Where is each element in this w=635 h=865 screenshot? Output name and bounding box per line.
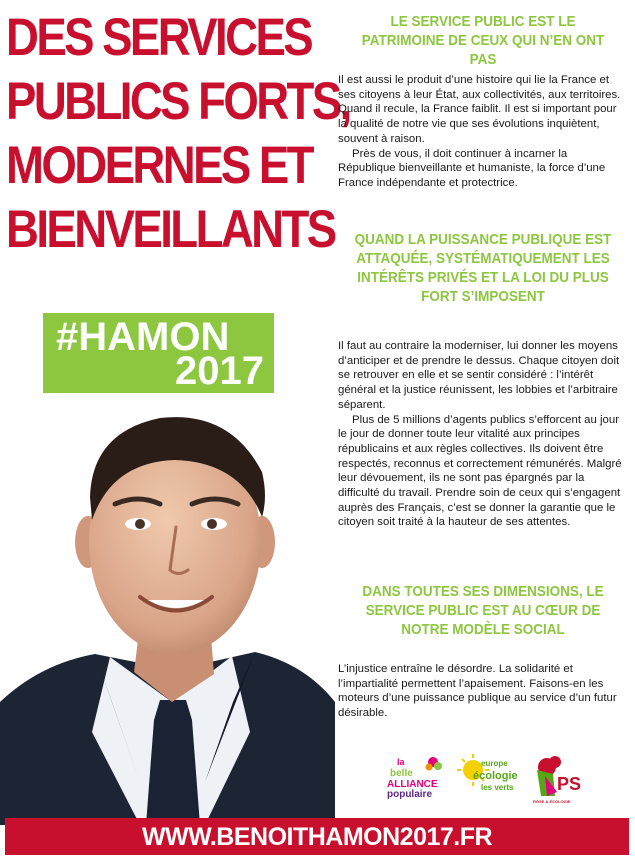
- alliance-la: la: [397, 757, 405, 767]
- headline-line: DES SERVICES: [6, 8, 312, 67]
- section-3-paragraph: L’injustice entraîne le désordre. La solidarité et l’impartialité permettent l’apaisement. Faisons-en les moteurs d’une puissance publique au service d’un futur désirable.: [338, 663, 617, 720]
- eelv-logo: [457, 754, 518, 792]
- logos-illustration: [385, 752, 635, 808]
- section-1-paragraph: Il est aussi le produit d’une histoire qui lie la France et ses citoyens à leur État, aux collectivités, aux territoires. Quand il recule, la France faiblit. Il est si important pour la qualité de notre vie que ses évolutions inquiètent, souvent à raison.: [338, 74, 621, 145]
- headline-line: PUBLICS FORTS,: [6, 72, 350, 131]
- ps-label: PS: [557, 774, 582, 794]
- headline-line: MODERNES ET: [6, 136, 312, 195]
- hashtag-badge: [43, 313, 274, 393]
- section-2-paragraph: Plus de 5 millions d’agents publics s’efforcent au jour le jour de donner toute leur vitalité aux principes républicains et aux règles collectives. Ils doivent être respectés, reconnus et correctement rémunérés. Malgré leur dévouement, ils ne sont pas épargnés par la difficulté du travail. Prendre soin de ceux qui s’engagent auprès des Français, c’est se donner la garantie que le citoyen soit traité à la hauteur de ses attentes.: [338, 413, 622, 529]
- eelv-verts: les verts: [481, 783, 514, 792]
- section-2-body: [338, 339, 623, 530]
- party-logos: [385, 752, 635, 808]
- section-3-body: [338, 662, 623, 721]
- portrait-illustration: [0, 402, 335, 825]
- section-2-paragraph: Il faut au contraire la moderniser, lui donner les moyens d’anticiper et de prendre le dessus. Chaque citoyen doit se retrouver en elle et se sentir considéré : l’intérêt général et la justice réunissent, les lobbies et l’arbitraire séparent.: [338, 340, 620, 411]
- headline: [6, 6, 350, 262]
- website-url[interactable]: WWW.BENOITHAMON2017.FR: [141, 823, 493, 851]
- section-1-paragraph: Près de vous, il doit continuer à incarner la République bienveillante et humaniste, la force d’une France indépendante et protectrice.: [338, 147, 606, 189]
- eelv-europe: europe: [481, 759, 508, 768]
- section-1-title: LE SERVICE PUBLIC EST LE PATRIMOINE DE CEUX QUI N’EN ONT PAS: [361, 13, 605, 68]
- eelv-ecologie: écologie: [473, 770, 518, 782]
- hashtag-line2: 2017: [175, 349, 264, 393]
- headline-line: BIENVEILLANTS: [6, 200, 335, 259]
- alliance-alliance: ALLIANCE: [387, 779, 438, 790]
- alliance-belle: belle: [390, 768, 413, 779]
- belle-alliance-logo: [387, 757, 442, 800]
- footer-banner: [5, 818, 629, 855]
- section-2-title: QUAND LA PUISSANCE PUBLIQUE EST ATTAQUÉE, SYSTÉMATIQUEMENT LES INTÉRÊTS PRIVÉS ET LA LOI DU PLUS FORT S’IMPOSENT: [354, 231, 612, 305]
- section-1-body: [338, 73, 623, 191]
- ps-logo: [533, 756, 581, 804]
- ps-sub: ROSE & ÉCOLOGIE: [533, 799, 571, 804]
- candidate-portrait: [0, 402, 335, 825]
- hashtag-line1: #HAMON: [56, 315, 230, 359]
- section-3-title: DANS TOUTES SES DIMENSIONS, LE SERVICE PUBLIC EST AU CŒUR DE NOTRE MODÈLE SOCIAL: [362, 583, 604, 638]
- alliance-populaire: populaire: [387, 789, 433, 800]
